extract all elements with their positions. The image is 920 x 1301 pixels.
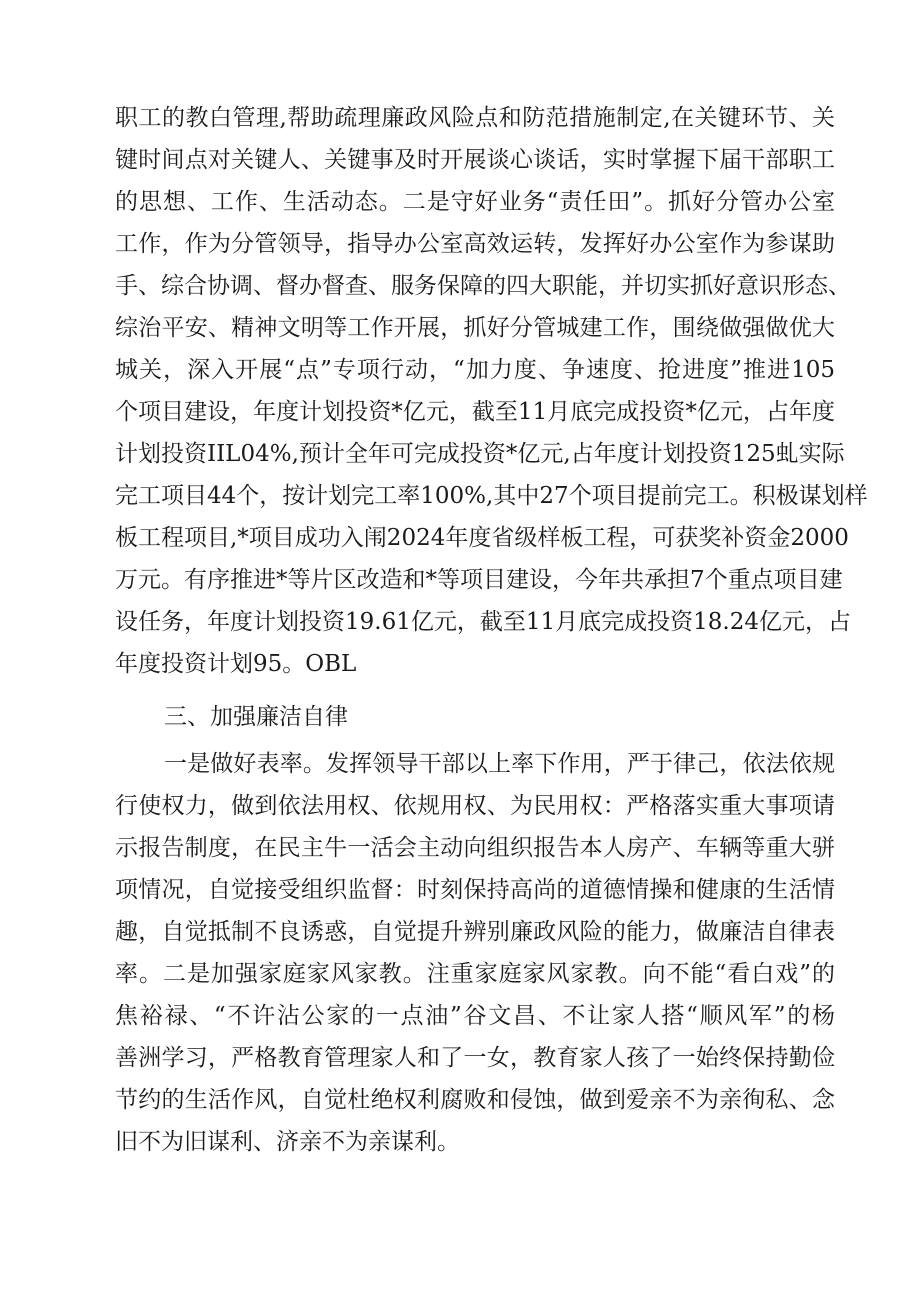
- text-line: 行使权力，做到依法用权、依规用权、为民用权：严格落实重大事项请: [115, 793, 835, 819]
- text-line: 综治平安、精神文明等工作开展，抓好分管城建工作，围绕做强做优大: [115, 315, 835, 341]
- text-line: 计划投资IIL04%,预计全年可完成投资*亿元,占年度计划投资125虬实际: [115, 441, 845, 467]
- text-line: 节约的生活作风，自觉杜绝权利腐败和侵蚀，做到爱亲不为亲徇私、念: [115, 1087, 835, 1113]
- text-line: 示报告制度，在民主牛一活会主动向组织报告本人房产、车辆等重大骈: [115, 835, 835, 861]
- text-line: 旧不为旧谋利、济亲不为亲谋利。: [115, 1129, 460, 1155]
- text-line: 万元。有序推进*等片区改造和*等项目建设，今年共承担7个重点项目建: [115, 567, 843, 593]
- text-line: 键时间点对关键人、关键事及时开展谈心谈话，实时掌握下届干部职工: [115, 147, 835, 173]
- text-line: 焦裕禄、“不许沾公家的一点油”谷文昌、不让家人搭“顺风军”的杨: [115, 1003, 835, 1029]
- text-line: 的思想、工作、生活动态。二是守好业务“责任田”。抓好分管办公室: [115, 189, 835, 215]
- text-line: 善洲学习，严格教育管理家人和了一女，教育家人孩了一始终保持勤俭: [115, 1045, 835, 1071]
- text-line: 设任务，年度计划投资19.61亿元，截至11月底完成投资18.24亿元，占: [115, 609, 851, 635]
- text-line: 完工项目44个，按计划完工率100%,其中27个项目提前完工。积极谋划样: [115, 483, 868, 509]
- text-line: 项情况，自觉接受组织监督：时刻保持高尚的道德情操和健康的生活情: [115, 877, 835, 903]
- text-line: 一是做好表率。发挥领导干部以上率下作用，严于律己，依法依规: [164, 751, 835, 777]
- text-line: 率。二是加强家庭家风家教。注重家庭家风家教。向不能“看白戏”的: [115, 961, 835, 987]
- text-line: 职工的教白管理,帮助疏理廉政风险点和防范措施制定,在关键环节、关: [115, 105, 835, 131]
- text-line: 手、综合协调、督办督查、服务保障的四大职能，并切实抓好意识形态、: [115, 273, 851, 299]
- text-line: 板工程项目,*项目成功入闱2024年度省级样板工程，可获奖补资金2000: [115, 525, 849, 551]
- section-heading: 三、加强廉洁自律: [164, 704, 348, 730]
- text-line: 年度投资计划95。OBL: [115, 651, 357, 677]
- text-line: 个项目建设，年度计划投资*亿元，截至11月底完成投资*亿元，占年度: [115, 399, 835, 425]
- text-line: 城关，深入开展“点”专项行动，“加力度、争速度、抢进度”推进105: [115, 357, 835, 383]
- text-line: 趣，自觉抵制不良诱惑，自觉提升辨别廉政风险的能力，做廉洁自律表: [115, 919, 835, 945]
- text-line: 工作，作为分管领导，指导办公室高效运转，发挥好办公室作为参谋助: [115, 231, 835, 257]
